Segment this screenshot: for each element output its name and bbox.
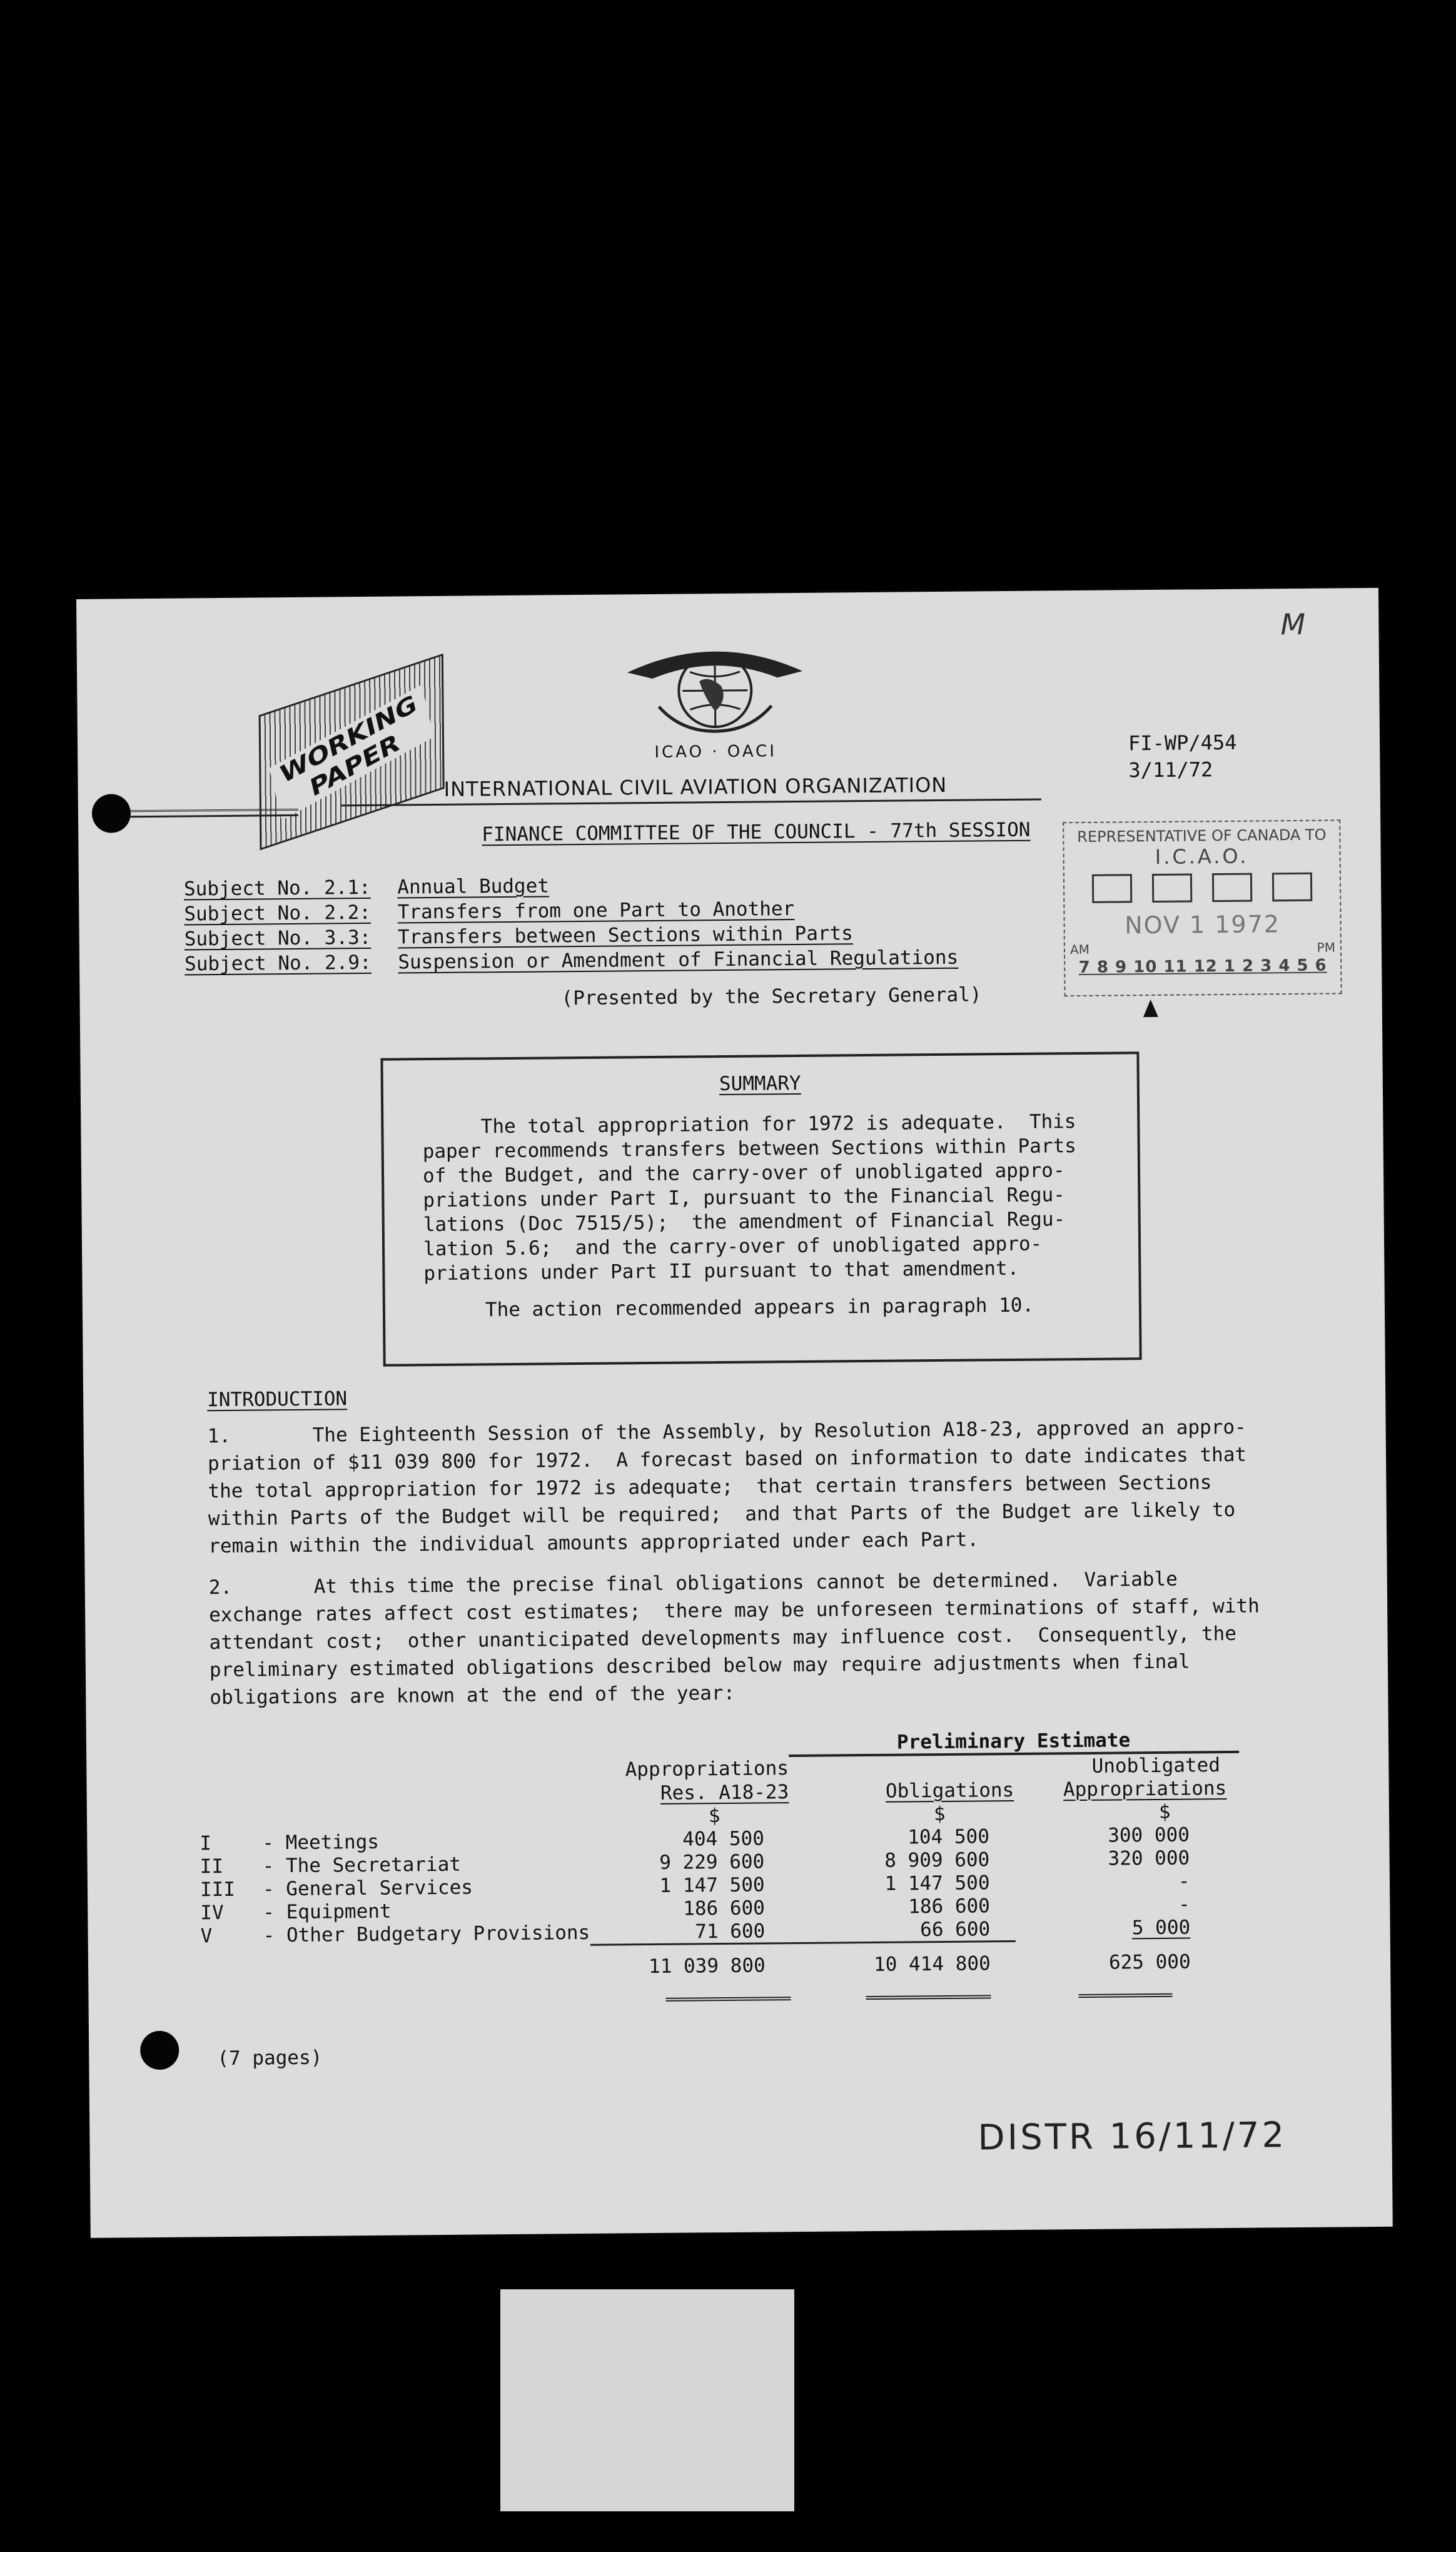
subject-title: Transfers from one Part to Another <box>397 897 795 924</box>
stamp-arrow-icon <box>1143 1000 1158 1017</box>
subject-label: Subject No. 2.2: <box>184 901 372 926</box>
part-number: V <box>200 1925 213 1948</box>
handwritten-mark: M <box>1280 607 1306 642</box>
subject-title: Transfers between Sections within Parts <box>397 922 854 949</box>
letterhead-rule-left <box>129 809 298 818</box>
stamp-ampm <box>1065 939 1340 958</box>
summary-body: The total appropriation for 1972 is adequate. This paper recommends transfers between Sections within Parts of the Budget, and the carry-over of unobligated appro- priations under Part I, pursuant to the Financial Regu- lations (Doc 7515/5); the amendment of Financial Regu- lation 5.6; and the carry-over of unobligated appro- priations under Part II pursuant to that amendment. <box>422 1110 1077 1285</box>
unobligated-cell: 320 000 <box>1108 1846 1190 1870</box>
obligations-cell: 66 600 <box>790 1917 1015 1943</box>
unobligated-cell: 5 000 <box>1131 1916 1191 1940</box>
summary-heading: SUMMARY <box>719 1071 801 1096</box>
obligations-cell: 1 147 500 <box>884 1871 990 1895</box>
appropriation-cell: 1 147 500 <box>659 1873 765 1897</box>
paragraph-2: 2. At this time the precise final obligations cannot be determined. Variable exchange rates affect cost estimates; there may be unforeseen terminations of staff, with attendant cost; other unanticipated developments may influence cost. Consequently, the preliminary estimated obligations described below may require adjustments when final obligations are known at the end of the year: <box>208 1567 1260 1709</box>
subject-label: Subject No. 2.9: <box>184 951 372 976</box>
summary-box <box>380 1051 1141 1367</box>
punch-hole-bottom <box>140 2031 179 2070</box>
obligations-cell: 8 909 600 <box>884 1848 990 1872</box>
part-number: IV <box>200 1901 224 1924</box>
summary-action: The action recommended appears in paragraph 10. <box>485 1294 1034 1322</box>
col-unobligated-header-1: Unobligated <box>1091 1753 1221 1778</box>
col-obligations-header: Obligations <box>885 1778 1014 1803</box>
stamp-line-2: I.C.A.O. <box>1155 844 1249 869</box>
session-title: FINANCE COMMITTEE OF THE COUNCIL - 77th SESSION <box>482 818 1031 846</box>
paragraph-1: 1. The Eighteenth Session of the Assembly, by Resolution A18-23, approved an appro- priation of $11 039 800 for 1972. A forecast based on information to date indicates that the total appropriation for 1972 is adequate; that certain transfers between Sections within Parts of the Budget will be required; and that Parts of the Budget are likely to remain within the individual amounts appropriated under each Part. <box>207 1415 1247 1558</box>
working-paper-label: WORKING PAPER <box>270 685 434 821</box>
currency-symbol: $ <box>708 1804 720 1827</box>
stamp-box <box>1212 873 1252 903</box>
subject-label: Subject No. 2.1: <box>183 876 371 901</box>
part-name: - Meetings <box>262 1830 380 1854</box>
stamp-box <box>1152 873 1192 903</box>
distribution-date: DISTR 16/11/72 <box>978 2115 1287 2159</box>
stamp-hours: 7 8 9 10 11 12 1 2 3 4 5 6 <box>1078 956 1327 978</box>
page-count: (7 pages) <box>217 2046 323 2070</box>
double-rule <box>590 1987 791 2012</box>
obligations-cell: 104 500 <box>907 1825 990 1848</box>
budget-table <box>199 1728 1241 2015</box>
working-paper-stamp <box>259 654 445 851</box>
document-reference: FI-WP/454 <box>1128 730 1237 756</box>
part-number: III <box>200 1878 236 1901</box>
double-rule <box>1016 1983 1241 2008</box>
obligations-cell: 186 600 <box>908 1894 991 1918</box>
presented-by: (Presented by the Secretary General) <box>561 983 982 1010</box>
currency-symbol: $ <box>1158 1800 1171 1823</box>
received-stamp <box>1063 819 1342 996</box>
preliminary-estimate-label: Preliminary Estimate <box>896 1728 1131 1754</box>
stamp-box <box>1092 874 1132 903</box>
unobligated-cell: - <box>1178 1870 1190 1893</box>
unobligated-cell: 300 000 <box>1108 1823 1190 1847</box>
appropriation-cell: 71 600 <box>590 1919 790 1945</box>
subject-title: Annual Budget <box>397 874 550 899</box>
part-name: - Equipment <box>263 1900 392 1923</box>
double-rule <box>791 1985 1016 2010</box>
part-name: - The Secretariat <box>262 1853 462 1877</box>
col-res-header: Res. A18-23 <box>660 1780 789 1805</box>
icao-emblem <box>621 637 810 770</box>
document-page <box>76 588 1393 2238</box>
subjects-list <box>184 870 959 977</box>
part-name: - General Services <box>262 1876 473 1900</box>
appropriation-cell: 186 600 <box>683 1896 766 1920</box>
stamp-line-1: REPRESENTATIVE OF CANADA TO <box>1077 826 1327 846</box>
total-obligations: 10 414 800 <box>873 1952 991 1977</box>
subject-title: Suspension or Amendment of Financial Regulations <box>398 946 959 974</box>
col-appropriations-header: Appropriations <box>625 1756 789 1781</box>
stamp-am: AM <box>1069 941 1089 958</box>
currency-symbol: $ <box>933 1802 946 1825</box>
punch-hole-top <box>92 794 131 833</box>
appropriation-cell: 404 500 <box>682 1826 765 1851</box>
stamp-box <box>1272 873 1312 902</box>
unobligated-cell: - <box>1178 1893 1191 1916</box>
document-date: 3/11/72 <box>1128 757 1213 782</box>
emblem-text: ICAO · OACI <box>654 742 777 762</box>
total-unobligated: 625 000 <box>1108 1950 1191 1974</box>
stamp-boxes <box>1064 872 1340 906</box>
appropriation-cell: 9 229 600 <box>659 1850 765 1874</box>
organization-name: INTERNATIONAL CIVIL AVIATION ORGANIZATION <box>443 772 948 801</box>
icao-emblem-icon <box>621 637 809 745</box>
stamp-pm: PM <box>1317 939 1336 955</box>
group-header <box>788 1728 1238 1756</box>
total-appropriation: 11 039 800 <box>648 1954 766 1978</box>
part-number: II <box>200 1855 224 1878</box>
part-name: - Other Budgetary Provisions <box>263 1922 590 1947</box>
col-unobligated-header-2: Appropriations <box>1063 1776 1227 1801</box>
stamp-date: NOV 1 1972 <box>1125 910 1281 939</box>
blank-card <box>500 2289 794 2511</box>
introduction-heading: INTRODUCTION <box>207 1387 348 1412</box>
part-number: I <box>200 1831 212 1855</box>
subject-label: Subject No. 3.3: <box>184 926 372 951</box>
